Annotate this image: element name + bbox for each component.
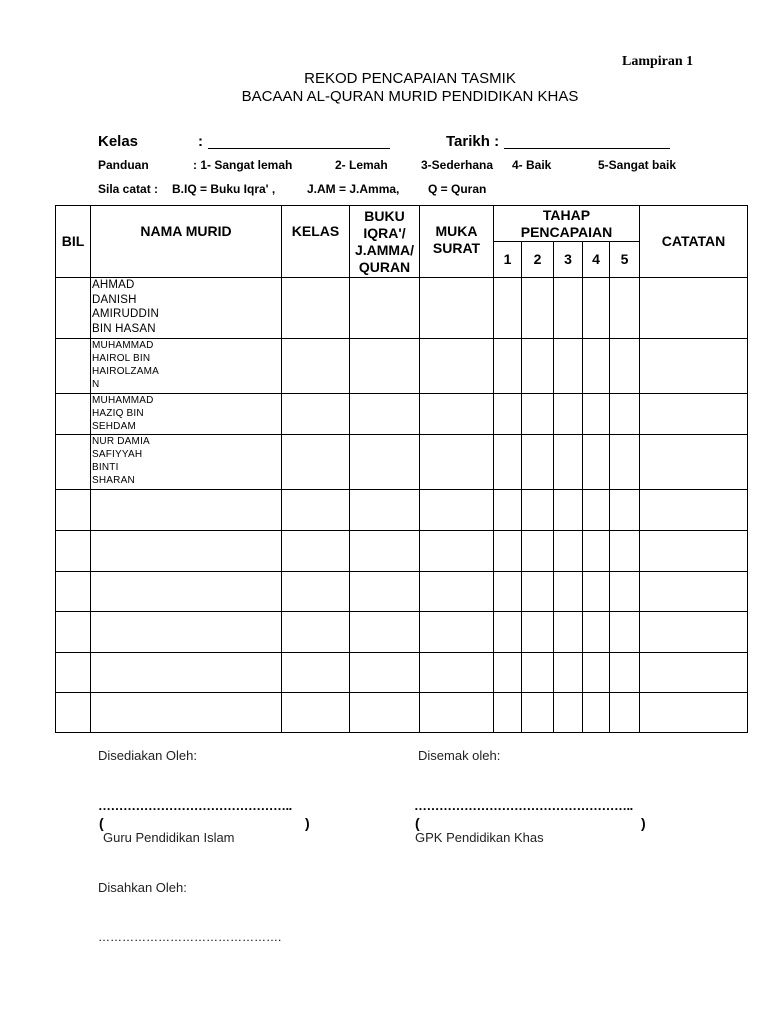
guide-scale-5: 5-Sangat baik — [598, 158, 677, 172]
level-4-cell[interactable] — [583, 394, 610, 435]
checked-by-label: Disemak oleh: — [418, 748, 501, 763]
level-5-cell[interactable] — [610, 653, 640, 693]
muka-surat-cell[interactable] — [420, 693, 494, 733]
header-buku-line2: IQRA'/ — [363, 224, 406, 241]
header-tahap-pencapaian — [494, 206, 640, 242]
legend-label: Sila catat : — [98, 182, 159, 196]
student-name-line: N — [92, 379, 100, 390]
level-4-cell[interactable] — [583, 490, 610, 531]
checked-by-name-close-paren: ) — [641, 815, 646, 831]
kelas-cell[interactable] — [282, 612, 350, 653]
header-buku-line4: QURAN — [358, 258, 411, 275]
table-row — [56, 490, 748, 531]
legend-buku-iqra: B.IQ = Buku Iqra' , — [172, 182, 276, 196]
level-1-cell[interactable] — [494, 572, 522, 612]
level-2-cell[interactable] — [522, 394, 554, 435]
legend-juz-amma: J.AM = J.Amma, — [307, 182, 400, 196]
muka-surat-cell[interactable] — [420, 435, 494, 490]
level-2-cell[interactable] — [522, 435, 554, 490]
student-name-line: MUHAMMAD — [92, 340, 154, 351]
record-table — [55, 205, 748, 733]
buku-cell[interactable] — [350, 490, 420, 531]
buku-cell[interactable] — [350, 339, 420, 394]
header-level-3: 3 — [554, 242, 583, 278]
student-name-cell[interactable] — [91, 653, 282, 693]
bil-cell[interactable] — [56, 653, 91, 693]
muka-surat-cell[interactable] — [420, 531, 494, 572]
student-name-line: NUR DAMIA — [92, 436, 150, 447]
buku-cell[interactable] — [350, 693, 420, 733]
student-name-cell[interactable] — [91, 572, 282, 612]
level-4-cell[interactable] — [583, 278, 610, 339]
header-tahap-line2: PENCAPAIAN — [520, 223, 613, 240]
buku-cell[interactable] — [350, 653, 420, 693]
bil-cell[interactable] — [56, 612, 91, 653]
catatan-cell[interactable] — [640, 653, 748, 693]
muka-surat-cell[interactable] — [420, 394, 494, 435]
kelas-cell[interactable] — [282, 278, 350, 339]
kelas-cell[interactable] — [282, 339, 350, 394]
student-name-line: SHARAN — [92, 475, 135, 486]
level-5-cell[interactable] — [610, 612, 640, 653]
header-muka-surat — [420, 206, 494, 278]
bil-cell[interactable] — [56, 278, 91, 339]
catatan-cell[interactable] — [640, 394, 748, 435]
muka-surat-cell[interactable] — [420, 278, 494, 339]
header-buku — [350, 206, 420, 278]
level-2-cell[interactable] — [522, 572, 554, 612]
document-subtitle: BACAAN AL-QURAN MURID PENDIDIKAN KHAS — [241, 88, 579, 105]
bil-cell[interactable] — [56, 572, 91, 612]
header-bil: BIL — [56, 206, 91, 278]
level-2-cell[interactable] — [522, 612, 554, 653]
student-name-line: HAIROL BIN — [92, 353, 151, 364]
catatan-cell[interactable] — [640, 278, 748, 339]
student-name-line: SEHDAM — [92, 421, 136, 432]
kelas-cell[interactable] — [282, 435, 350, 490]
catatan-cell[interactable] — [640, 612, 748, 653]
document-title: REKOD PENCAPAIAN TASMIK — [304, 70, 516, 87]
level-4-cell[interactable] — [583, 435, 610, 490]
level-1-cell[interactable] — [494, 490, 522, 531]
level-3-cell[interactable] — [554, 339, 583, 394]
student-name-cell[interactable] — [91, 490, 282, 531]
student-name-line: DANISH — [92, 293, 137, 306]
guide-scale-2: 2- Lemah — [335, 158, 388, 172]
header-buku-line1: BUKU — [364, 207, 405, 224]
student-name-cell[interactable] — [91, 612, 282, 653]
table-row — [56, 572, 748, 612]
prepared-by-label: Disediakan Oleh: — [98, 748, 197, 763]
student-name-line: HAIROLZAMA — [92, 366, 160, 377]
approved-by-signature-line[interactable]: ………………………………………. — [98, 930, 282, 944]
level-1-cell[interactable] — [494, 278, 522, 339]
level-2-cell[interactable] — [522, 531, 554, 572]
kelas-cell[interactable] — [282, 653, 350, 693]
header-nama-murid: NAMA MURID — [91, 206, 282, 278]
header-level-4: 4 — [583, 242, 610, 278]
prepared-by-signature-line[interactable]: ……………………………………….. — [98, 798, 292, 813]
level-5-cell[interactable] — [610, 339, 640, 394]
student-name-line: BINTI — [92, 462, 119, 473]
guide-scale-1: : 1- Sangat lemah — [193, 158, 293, 172]
kelas-cell[interactable] — [282, 490, 350, 531]
bil-cell[interactable] — [56, 435, 91, 490]
header-level-2: 2 — [522, 242, 554, 278]
buku-cell[interactable] — [350, 531, 420, 572]
header-catatan: CATATAN — [640, 206, 748, 278]
level-1-cell[interactable] — [494, 339, 522, 394]
guide-label: Panduan — [98, 158, 149, 172]
buku-cell[interactable] — [350, 572, 420, 612]
table-row — [56, 693, 748, 733]
level-1-cell[interactable] — [494, 693, 522, 733]
level-5-cell[interactable] — [610, 394, 640, 435]
checked-by-signature-line[interactable]: …………………………………………….. — [414, 798, 633, 813]
level-3-cell[interactable] — [554, 435, 583, 490]
level-4-cell[interactable] — [583, 339, 610, 394]
bil-cell[interactable] — [56, 693, 91, 733]
level-5-cell[interactable] — [610, 278, 640, 339]
level-3-cell[interactable] — [554, 278, 583, 339]
table-row — [56, 653, 748, 693]
student-name-cell[interactable] — [91, 339, 282, 394]
bil-cell[interactable] — [56, 531, 91, 572]
table-row — [56, 394, 748, 435]
header-tahap-line1: TAHAP — [542, 206, 591, 223]
level-4-cell[interactable] — [583, 612, 610, 653]
level-2-cell[interactable] — [522, 490, 554, 531]
level-3-cell[interactable] — [554, 531, 583, 572]
bil-cell[interactable] — [56, 339, 91, 394]
student-name-cell[interactable] — [91, 531, 282, 572]
table-row — [56, 435, 748, 490]
header-buku-line3: J.AMMA/ — [354, 241, 415, 258]
guide-scale-3: 3-Sederhana — [421, 158, 494, 172]
kelas-input-line[interactable] — [208, 148, 390, 149]
muka-surat-cell[interactable] — [420, 572, 494, 612]
level-1-cell[interactable] — [494, 612, 522, 653]
checked-by-name-open-paren: ( — [415, 815, 420, 831]
legend-quran: Q = Quran — [428, 182, 487, 196]
student-name-line: SAFIYYAH — [92, 449, 143, 460]
level-5-cell[interactable] — [610, 490, 640, 531]
level-2-cell[interactable] — [522, 339, 554, 394]
table-row — [56, 278, 748, 339]
student-name-line: AHMAD — [92, 279, 135, 291]
buku-cell[interactable] — [350, 612, 420, 653]
bil-cell[interactable] — [56, 394, 91, 435]
muka-surat-cell[interactable] — [420, 490, 494, 531]
level-3-cell[interactable] — [554, 490, 583, 531]
table-row — [56, 339, 748, 394]
kelas-label: Kelas — [98, 133, 139, 150]
buku-cell[interactable] — [350, 278, 420, 339]
level-1-cell[interactable] — [494, 531, 522, 572]
level-3-cell[interactable] — [554, 572, 583, 612]
student-name-cell[interactable] — [91, 693, 282, 733]
catatan-cell[interactable] — [640, 490, 748, 531]
prepared-by-position: Guru Pendidikan Islam — [103, 830, 235, 845]
header-level-1: 1 — [494, 242, 522, 278]
attachment-label: Lampiran 1 — [622, 54, 694, 69]
guide-scale-4: 4- Baik — [512, 158, 552, 172]
kelas-colon: : — [198, 133, 203, 150]
level-3-cell[interactable] — [554, 394, 583, 435]
header-level-5: 5 — [610, 242, 640, 278]
header-muka-line1: MUKA — [435, 223, 478, 239]
student-name-cell[interactable] — [91, 435, 282, 490]
catatan-cell[interactable] — [640, 693, 748, 733]
student-name-cell[interactable] — [91, 278, 282, 339]
level-1-cell[interactable] — [494, 435, 522, 490]
level-4-cell[interactable] — [583, 531, 610, 572]
bil-cell[interactable] — [56, 490, 91, 531]
catatan-cell[interactable] — [640, 435, 748, 490]
muka-surat-cell[interactable] — [420, 612, 494, 653]
kelas-cell[interactable] — [282, 394, 350, 435]
prepared-by-name-open-paren: ( — [99, 815, 104, 831]
level-5-cell[interactable] — [610, 572, 640, 612]
kelas-cell[interactable] — [282, 572, 350, 612]
header-kelas: KELAS — [282, 206, 350, 278]
level-4-cell[interactable] — [583, 572, 610, 612]
approved-by-label: Disahkan Oleh: — [98, 880, 187, 895]
table-row — [56, 612, 748, 653]
kelas-cell[interactable] — [282, 531, 350, 572]
buku-cell[interactable] — [350, 435, 420, 490]
level-3-cell[interactable] — [554, 653, 583, 693]
level-2-cell[interactable] — [522, 278, 554, 339]
level-2-cell[interactable] — [522, 693, 554, 733]
student-name-line: AMIRUDDIN — [92, 308, 159, 320]
muka-surat-cell[interactable] — [420, 339, 494, 394]
level-3-cell[interactable] — [554, 693, 583, 733]
student-name-line: MUHAMMAD — [92, 395, 154, 406]
level-5-cell[interactable] — [610, 693, 640, 733]
tarikh-label: Tarikh : — [446, 133, 500, 150]
level-1-cell[interactable] — [494, 394, 522, 435]
kelas-cell[interactable] — [282, 693, 350, 733]
checked-by-position: GPK Pendidikan Khas — [415, 830, 544, 845]
level-2-cell[interactable] — [522, 653, 554, 693]
tarikh-input-line[interactable] — [504, 148, 670, 149]
prepared-by-name-close-paren: ) — [305, 815, 310, 831]
buku-cell[interactable] — [350, 394, 420, 435]
level-4-cell[interactable] — [583, 653, 610, 693]
muka-surat-cell[interactable] — [420, 653, 494, 693]
student-name-cell[interactable] — [91, 394, 282, 435]
table-row — [56, 531, 748, 572]
level-5-cell[interactable] — [610, 531, 640, 572]
student-name-line: HAZIQ BIN — [92, 408, 144, 419]
catatan-cell[interactable] — [640, 572, 748, 612]
catatan-cell[interactable] — [640, 531, 748, 572]
level-5-cell[interactable] — [610, 435, 640, 490]
header-muka-line2: SURAT — [432, 240, 481, 256]
catatan-cell[interactable] — [640, 339, 748, 394]
level-3-cell[interactable] — [554, 612, 583, 653]
level-1-cell[interactable] — [494, 653, 522, 693]
level-4-cell[interactable] — [583, 693, 610, 733]
student-name-line: BIN HASAN — [92, 322, 156, 335]
